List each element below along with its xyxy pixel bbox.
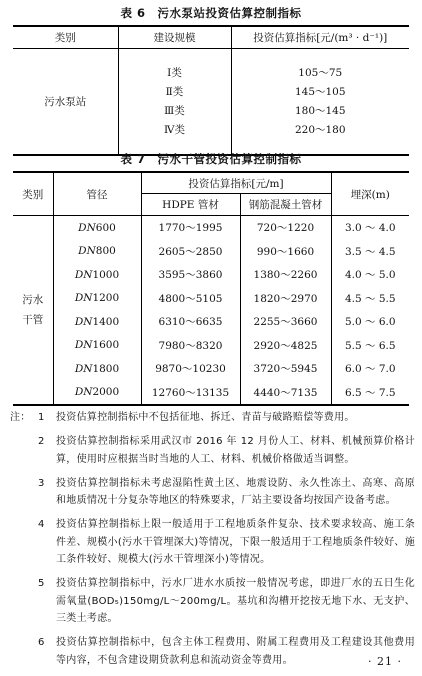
table7-diameter <box>53 216 141 240</box>
diameter-size: 2000 <box>92 386 120 399</box>
table6-header-index: 投资估算指标[元/(m³ · d⁻¹)] <box>231 26 409 49</box>
diameter-size: 1000 <box>92 268 120 281</box>
diameter-prefix: DN <box>74 339 93 352</box>
table6-value: 145～105 <box>231 82 409 101</box>
table7-hdpe-value: 3595～3860 <box>141 263 240 287</box>
table-row <box>13 287 409 311</box>
table7-concrete-value: 1820～2970 <box>240 287 331 311</box>
note-number: 3 <box>38 477 45 489</box>
table6-value: 220～180 <box>231 120 409 155</box>
table6-grade: Ⅳ类 <box>118 120 231 155</box>
diameter-size: 1600 <box>92 339 120 352</box>
table7-hdpe-value: 2605～2850 <box>141 240 240 264</box>
list-item <box>10 634 415 669</box>
table6 <box>13 25 409 156</box>
diameter-size: 1800 <box>92 362 120 375</box>
note-number: 1 <box>38 412 45 423</box>
table7-concrete-value: 720～1220 <box>240 216 331 240</box>
diameter-prefix: DN <box>74 268 93 281</box>
list-item <box>10 516 415 569</box>
note-number: 5 <box>38 578 45 589</box>
table7-depth-value: 4.5 ～ 5.5 <box>331 287 409 311</box>
table-row <box>13 263 409 287</box>
table7-hdpe-value: 9870～10230 <box>141 357 240 381</box>
table7-hdpe-value: 1770～1995 <box>141 216 240 240</box>
table7-diameter <box>53 310 141 334</box>
table7-concrete-value: 990～1660 <box>240 240 331 264</box>
table6-value: 105～75 <box>231 49 409 83</box>
table7-depth-value: 6.0 ～ 7.0 <box>331 357 409 381</box>
note-text: 投资估算控制指标中，污水厂进水水质按一般情况考虑，即进厂水的五日生化需氧量(BOD₅)150mg/L～200mg/L。基坑和沟槽开挖按无地下水、无支护、三类土考虑。 <box>56 578 415 624</box>
diameter-prefix: DN <box>78 221 96 234</box>
table6-header-scale: 建设规模 <box>118 26 231 49</box>
diameter-prefix: DN <box>78 245 96 258</box>
diameter-prefix: DN <box>74 386 93 399</box>
table6-caption: 表 6 污水泵站投资估算控制指标 <box>120 6 302 20</box>
table7-hdpe-value: 7980～8320 <box>141 334 240 358</box>
table7-header-diameter: 管径 <box>53 172 141 216</box>
note-number: 2 <box>38 436 45 447</box>
table7-hdpe-value: 4800～5105 <box>141 287 240 311</box>
table6-header-category: 类别 <box>13 26 118 49</box>
note-number: 4 <box>38 519 45 530</box>
table7-body <box>13 216 409 406</box>
list-item <box>10 475 415 510</box>
diameter-size: 600 <box>95 221 116 234</box>
table7-concrete-value: 2255～3660 <box>240 310 331 334</box>
table6-header-row <box>13 26 409 49</box>
note-text: 投资估算控制指标中不包括征地、拆迁、青苗与破路赔偿等费用。 <box>56 412 355 423</box>
table-row <box>13 334 409 358</box>
list-item <box>10 433 415 468</box>
table7 <box>13 171 409 406</box>
list-item <box>10 409 415 427</box>
table7-concrete-value: 2920～4825 <box>240 334 331 358</box>
table7-diameter <box>53 287 141 311</box>
table7-header-category: 类别 <box>13 172 53 216</box>
table7-header-depth: 埋深(m) <box>331 172 409 216</box>
table7-concrete-value: 1380～2260 <box>240 263 331 287</box>
table7-header-row <box>13 172 409 194</box>
table7-depth-value: 6.5 ～ 7.5 <box>331 381 409 406</box>
table-row <box>13 357 409 381</box>
table7-header-concrete: 钢筋混凝土管材 <box>240 194 331 216</box>
table7-header-index: 投资估算指标[元/m] <box>141 172 331 194</box>
note-text: 投资估算控制指标上限一般适用于工程地质条件复杂、技术要求较高、施工条件差、规模小(污水干管埋深大)等情况，下限一般适用于工程地质条件较好、施工条件较好、规模大(污水干管埋深小)等情况。 <box>56 519 415 565</box>
table7-depth-value: 5.0 ～ 6.0 <box>331 310 409 334</box>
note-text: 投资估算控制指标中，包含主体工程费用、附属工程费用及工程建设其他费用等内容，不包含建设期贷款利息和流动资金等费用。 <box>56 637 415 666</box>
table-row <box>13 216 409 240</box>
diameter-prefix: DN <box>74 362 93 375</box>
table7-header-hdpe: HDPE 管材 <box>141 194 240 216</box>
diameter-size: 1400 <box>92 315 120 328</box>
table7-depth-value: 4.0 ～ 5.0 <box>331 263 409 287</box>
table7-concrete-value: 4440～7135 <box>240 381 331 406</box>
table6-category: 污水泵站 <box>44 96 87 108</box>
table7-hdpe-value: 6310～6635 <box>141 310 240 334</box>
table7-diameter <box>53 263 141 287</box>
table7-depth-value: 5.5 ～ 6.5 <box>331 334 409 358</box>
notes-list <box>10 409 415 669</box>
table6-value: 180～145 <box>231 101 409 120</box>
list-item <box>10 575 415 628</box>
page-number: · 21 · <box>368 655 402 668</box>
note-text: 投资估算控制指标采用武汉市 2016 年 12 月份人工、材料、机械预算价格计算，使用时应根据当时当地的人工、材料、机械价格做适当调整。 <box>56 436 415 465</box>
table-row <box>13 240 409 264</box>
table6-grade: Ⅲ类 <box>118 101 231 120</box>
table7-concrete-value: 3720～5945 <box>240 357 331 381</box>
table6-grade: Ⅰ类 <box>118 49 231 83</box>
notes-label: 注： <box>10 412 31 423</box>
diameter-size: 1200 <box>92 292 120 305</box>
diameter-size: 800 <box>95 245 116 258</box>
diameter-prefix: DN <box>74 292 93 305</box>
table7-diameter <box>53 334 141 358</box>
table6-grade: Ⅱ类 <box>118 82 231 101</box>
table7-diameter <box>53 240 141 264</box>
table7-hdpe-value: 12760～13135 <box>141 381 240 406</box>
table7-caption: 表 7 污水干管投资估算控制指标 <box>120 152 302 166</box>
note-text: 投资估算控制指标未考虑湿陷性黄土区、地震设防、永久性冻土、高寒、高原和地质情况十分复杂等地区的特殊要求，厂站主要设备均按国产设备考虑。 <box>56 477 415 506</box>
notes-section <box>10 409 415 676</box>
diameter-prefix: DN <box>74 315 93 328</box>
table-row <box>13 381 409 406</box>
table7-diameter <box>53 381 141 406</box>
table-row <box>13 49 409 83</box>
table7-category: 污水干管 <box>22 294 44 326</box>
table-row <box>13 310 409 334</box>
note-number: 6 <box>38 637 45 648</box>
table7-diameter <box>53 357 141 381</box>
table7-depth-value: 3.5 ～ 4.5 <box>331 240 409 264</box>
table7-depth-value: 3.0 ～ 4.0 <box>331 216 409 240</box>
